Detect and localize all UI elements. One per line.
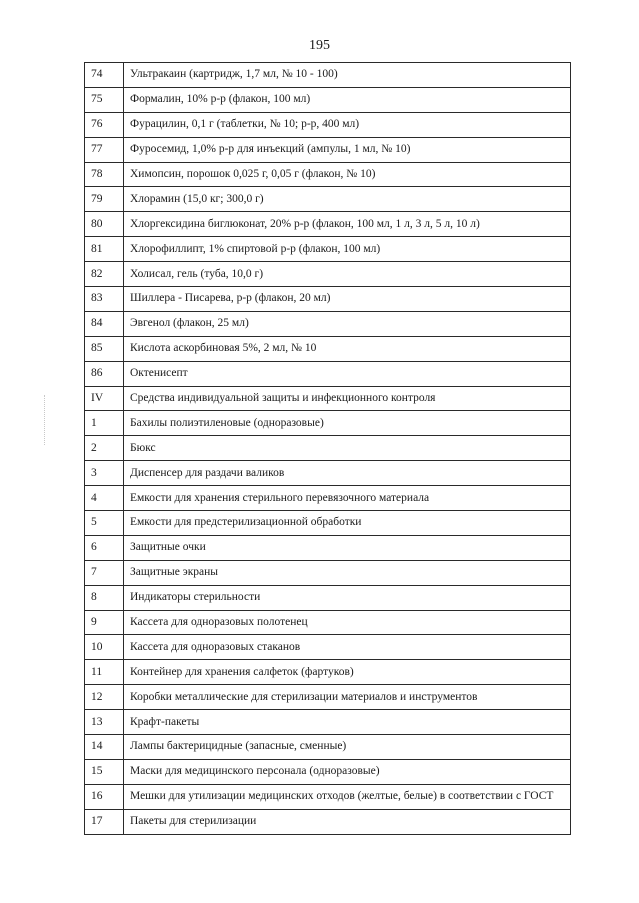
- table-row: [85, 710, 571, 735]
- row-name-cell: Контейнер для хранения салфеток (фартуков): [124, 660, 571, 685]
- table-row: [85, 735, 571, 760]
- row-number-cell: 83: [85, 287, 124, 312]
- table-row: [85, 635, 571, 660]
- row-number-cell: 84: [85, 311, 124, 336]
- table-row: [85, 237, 571, 262]
- row-name-cell: Химопсин, порошок 0,025 г, 0,05 г (флакон, № 10): [124, 162, 571, 187]
- row-number-cell: 77: [85, 137, 124, 162]
- row-name-cell: Кассета для одноразовых полотенец: [124, 610, 571, 635]
- table-row: [85, 511, 571, 536]
- row-name-cell: Эвгенол (флакон, 25 мл): [124, 311, 571, 336]
- table-row: [85, 63, 571, 88]
- row-number-cell: 2: [85, 436, 124, 461]
- row-name-cell: Пакеты для стерилизации: [124, 809, 571, 834]
- row-number-cell: 4: [85, 486, 124, 511]
- row-number-cell: 76: [85, 112, 124, 137]
- row-number-cell: 82: [85, 262, 124, 287]
- row-number-cell: 79: [85, 187, 124, 212]
- row-name-cell: Маски для медицинского персонала (одноразовые): [124, 759, 571, 784]
- row-number-cell: 15: [85, 759, 124, 784]
- row-name-cell: Диспенсер для раздачи валиков: [124, 461, 571, 486]
- row-name-cell: Фуросемид, 1,0% р-р для инъекций (ампулы, 1 мл, № 10): [124, 137, 571, 162]
- table-body: [85, 63, 571, 835]
- row-name-cell: Фурацилин, 0,1 г (таблетки, № 10; р-р, 400 мл): [124, 112, 571, 137]
- row-name-cell: Защитные экраны: [124, 560, 571, 585]
- table-row: [85, 560, 571, 585]
- row-name-cell: Бахилы полиэтиленовые (одноразовые): [124, 411, 571, 436]
- row-number-cell: 14: [85, 735, 124, 760]
- table-row: [85, 287, 571, 312]
- row-number-cell: 74: [85, 63, 124, 88]
- table-row: [85, 784, 571, 809]
- table-row: [85, 162, 571, 187]
- row-number-cell: 80: [85, 212, 124, 237]
- row-name-cell: Защитные очки: [124, 535, 571, 560]
- row-name-cell: Бюкс: [124, 436, 571, 461]
- row-number-cell: 17: [85, 809, 124, 834]
- row-name-cell: Хлорофиллипт, 1% спиртовой р-р (флакон, 100 мл): [124, 237, 571, 262]
- row-number-cell: IV: [85, 386, 124, 411]
- row-number-cell: 78: [85, 162, 124, 187]
- row-name-cell: Индикаторы стерильности: [124, 585, 571, 610]
- table-row: [85, 361, 571, 386]
- row-number-cell: 9: [85, 610, 124, 635]
- row-number-cell: 8: [85, 585, 124, 610]
- table-row: [85, 660, 571, 685]
- row-number-cell: 6: [85, 535, 124, 560]
- supplies-table: [84, 62, 571, 835]
- row-name-cell: Шиллера - Писарева, р-р (флакон, 20 мл): [124, 287, 571, 312]
- row-name-cell: Емкости для хранения стерильного перевязочного материала: [124, 486, 571, 511]
- row-name-cell: Лампы бактерицидные (запасные, сменные): [124, 735, 571, 760]
- table-row: [85, 386, 571, 411]
- row-number-cell: 81: [85, 237, 124, 262]
- table-row: [85, 461, 571, 486]
- table-row: [85, 311, 571, 336]
- table-row: [85, 486, 571, 511]
- row-name-cell: Холисал, гель (туба, 10,0 г): [124, 262, 571, 287]
- row-name-cell: Средства индивидуальной защиты и инфекционного контроля: [124, 386, 571, 411]
- row-name-cell: Мешки для утилизации медицинских отходов (желтые, белые) в соответствии с ГОСТ: [124, 784, 571, 809]
- table-row: [85, 585, 571, 610]
- row-number-cell: 75: [85, 87, 124, 112]
- scan-edge-mark: [44, 395, 46, 445]
- row-name-cell: Кислота аскорбиновая 5%, 2 мл, № 10: [124, 336, 571, 361]
- row-number-cell: 1: [85, 411, 124, 436]
- table-row: [85, 535, 571, 560]
- row-name-cell: Формалин, 10% р-р (флакон, 100 мл): [124, 87, 571, 112]
- row-name-cell: Октенисепт: [124, 361, 571, 386]
- row-number-cell: 11: [85, 660, 124, 685]
- row-number-cell: 13: [85, 710, 124, 735]
- table-row: [85, 262, 571, 287]
- row-name-cell: Хлорамин (15,0 кг; 300,0 г): [124, 187, 571, 212]
- row-name-cell: Хлоргексидина биглюконат, 20% р-р (флакон, 100 мл, 1 л, 3 л, 5 л, 10 л): [124, 212, 571, 237]
- row-name-cell: Кассета для одноразовых стаканов: [124, 635, 571, 660]
- row-number-cell: 16: [85, 784, 124, 809]
- table-row: [85, 212, 571, 237]
- table-row: [85, 112, 571, 137]
- row-number-cell: 10: [85, 635, 124, 660]
- row-number-cell: 12: [85, 685, 124, 710]
- table-row: [85, 137, 571, 162]
- table-row: [85, 436, 571, 461]
- row-number-cell: 85: [85, 336, 124, 361]
- row-name-cell: Емкости для предстерилизационной обработки: [124, 511, 571, 536]
- table-row: [85, 87, 571, 112]
- table-row: [85, 685, 571, 710]
- row-name-cell: Ультракаин (картридж, 1,7 мл, № 10 - 100): [124, 63, 571, 88]
- page-number: 195: [309, 38, 330, 53]
- row-number-cell: 7: [85, 560, 124, 585]
- table-row: [85, 759, 571, 784]
- row-name-cell: Коробки металлические для стерилизации материалов и инструментов: [124, 685, 571, 710]
- table-row: [85, 809, 571, 834]
- row-number-cell: 5: [85, 511, 124, 536]
- table-row: [85, 336, 571, 361]
- table-row: [85, 187, 571, 212]
- row-name-cell: Крафт-пакеты: [124, 710, 571, 735]
- row-number-cell: 86: [85, 361, 124, 386]
- row-number-cell: 3: [85, 461, 124, 486]
- table-row: [85, 411, 571, 436]
- table-row: [85, 610, 571, 635]
